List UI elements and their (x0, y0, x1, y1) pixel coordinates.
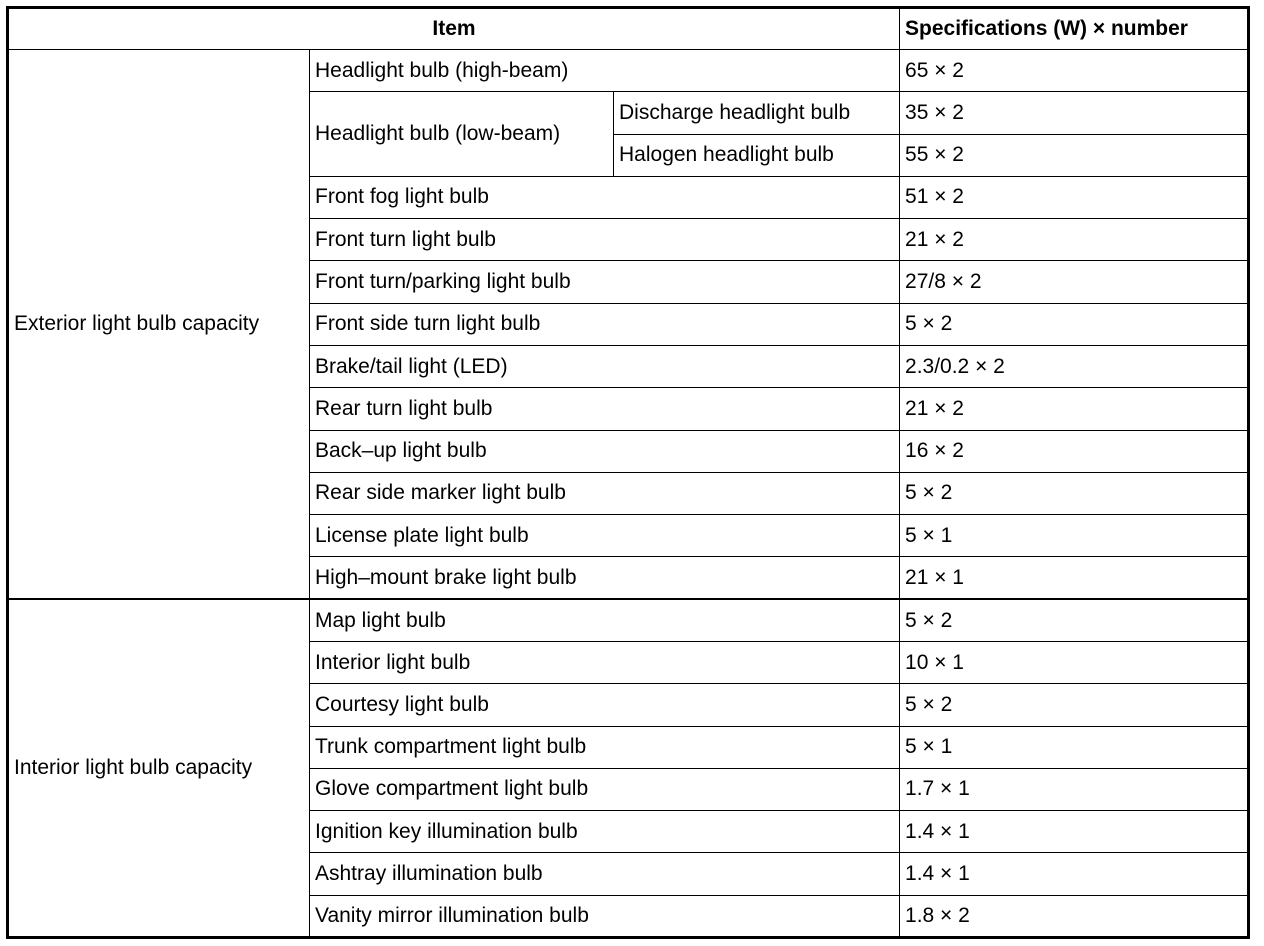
item-cell: Map light bulb (310, 599, 900, 641)
item-cell: Front fog light bulb (310, 176, 900, 218)
spec-cell: 5 × 2 (900, 472, 1249, 514)
spec-cell: 35 × 2 (900, 92, 1249, 134)
bulb-spec-table (6, 6, 1250, 939)
spec-cell: 5 × 2 (900, 684, 1249, 726)
item-cell: Front turn light bulb (310, 219, 900, 261)
spec-cell: 65 × 2 (900, 50, 1249, 92)
item-cell: Headlight bulb (low-beam) (310, 92, 614, 177)
item-cell: Ashtray illumination bulb (310, 853, 900, 895)
spec-cell: 1.4 × 1 (900, 853, 1249, 895)
group-label-exterior: Exterior light bulb capacity (8, 50, 310, 600)
item-cell: Glove compartment light bulb (310, 768, 900, 810)
item-cell: Headlight bulb (high-beam) (310, 50, 900, 92)
group-label-interior: Interior light bulb capacity (8, 599, 310, 937)
spec-cell: 21 × 1 (900, 557, 1249, 599)
item-cell: Front turn/parking light bulb (310, 261, 900, 303)
item-cell: License plate light bulb (310, 515, 900, 557)
item-cell: Vanity mirror illumination bulb (310, 895, 900, 937)
item-cell: Back–up light bulb (310, 430, 900, 472)
item-cell: Ignition key illumination bulb (310, 811, 900, 853)
item-cell: Courtesy light bulb (310, 684, 900, 726)
table-row (8, 599, 1249, 641)
sub-item-cell: Discharge headlight bulb (614, 92, 900, 134)
spec-cell: 51 × 2 (900, 176, 1249, 218)
item-cell: Rear turn light bulb (310, 388, 900, 430)
item-cell: High–mount brake light bulb (310, 557, 900, 599)
spec-cell: 1.4 × 1 (900, 811, 1249, 853)
item-cell: Interior light bulb (310, 641, 900, 683)
spec-cell: 21 × 2 (900, 388, 1249, 430)
table-row (8, 50, 1249, 92)
spec-cell: 5 × 1 (900, 726, 1249, 768)
spec-cell: 55 × 2 (900, 134, 1249, 176)
sub-item-cell: Halogen headlight bulb (614, 134, 900, 176)
item-cell: Brake/tail light (LED) (310, 345, 900, 387)
spec-cell: 21 × 2 (900, 219, 1249, 261)
spec-cell: 27/8 × 2 (900, 261, 1249, 303)
item-column-header: Item (8, 8, 900, 50)
spec-cell: 1.8 × 2 (900, 895, 1249, 937)
spec-cell: 2.3/0.2 × 2 (900, 345, 1249, 387)
spec-cell: 1.7 × 1 (900, 768, 1249, 810)
spec-cell: 5 × 1 (900, 515, 1249, 557)
spec-cell: 10 × 1 (900, 641, 1249, 683)
item-cell: Trunk compartment light bulb (310, 726, 900, 768)
spec-cell: 16 × 2 (900, 430, 1249, 472)
spec-column-header: Specifications (W) × number (900, 8, 1249, 50)
spec-cell: 5 × 2 (900, 599, 1249, 641)
item-cell: Front side turn light bulb (310, 303, 900, 345)
header-row (8, 8, 1249, 50)
spec-cell: 5 × 2 (900, 303, 1249, 345)
item-cell: Rear side marker light bulb (310, 472, 900, 514)
